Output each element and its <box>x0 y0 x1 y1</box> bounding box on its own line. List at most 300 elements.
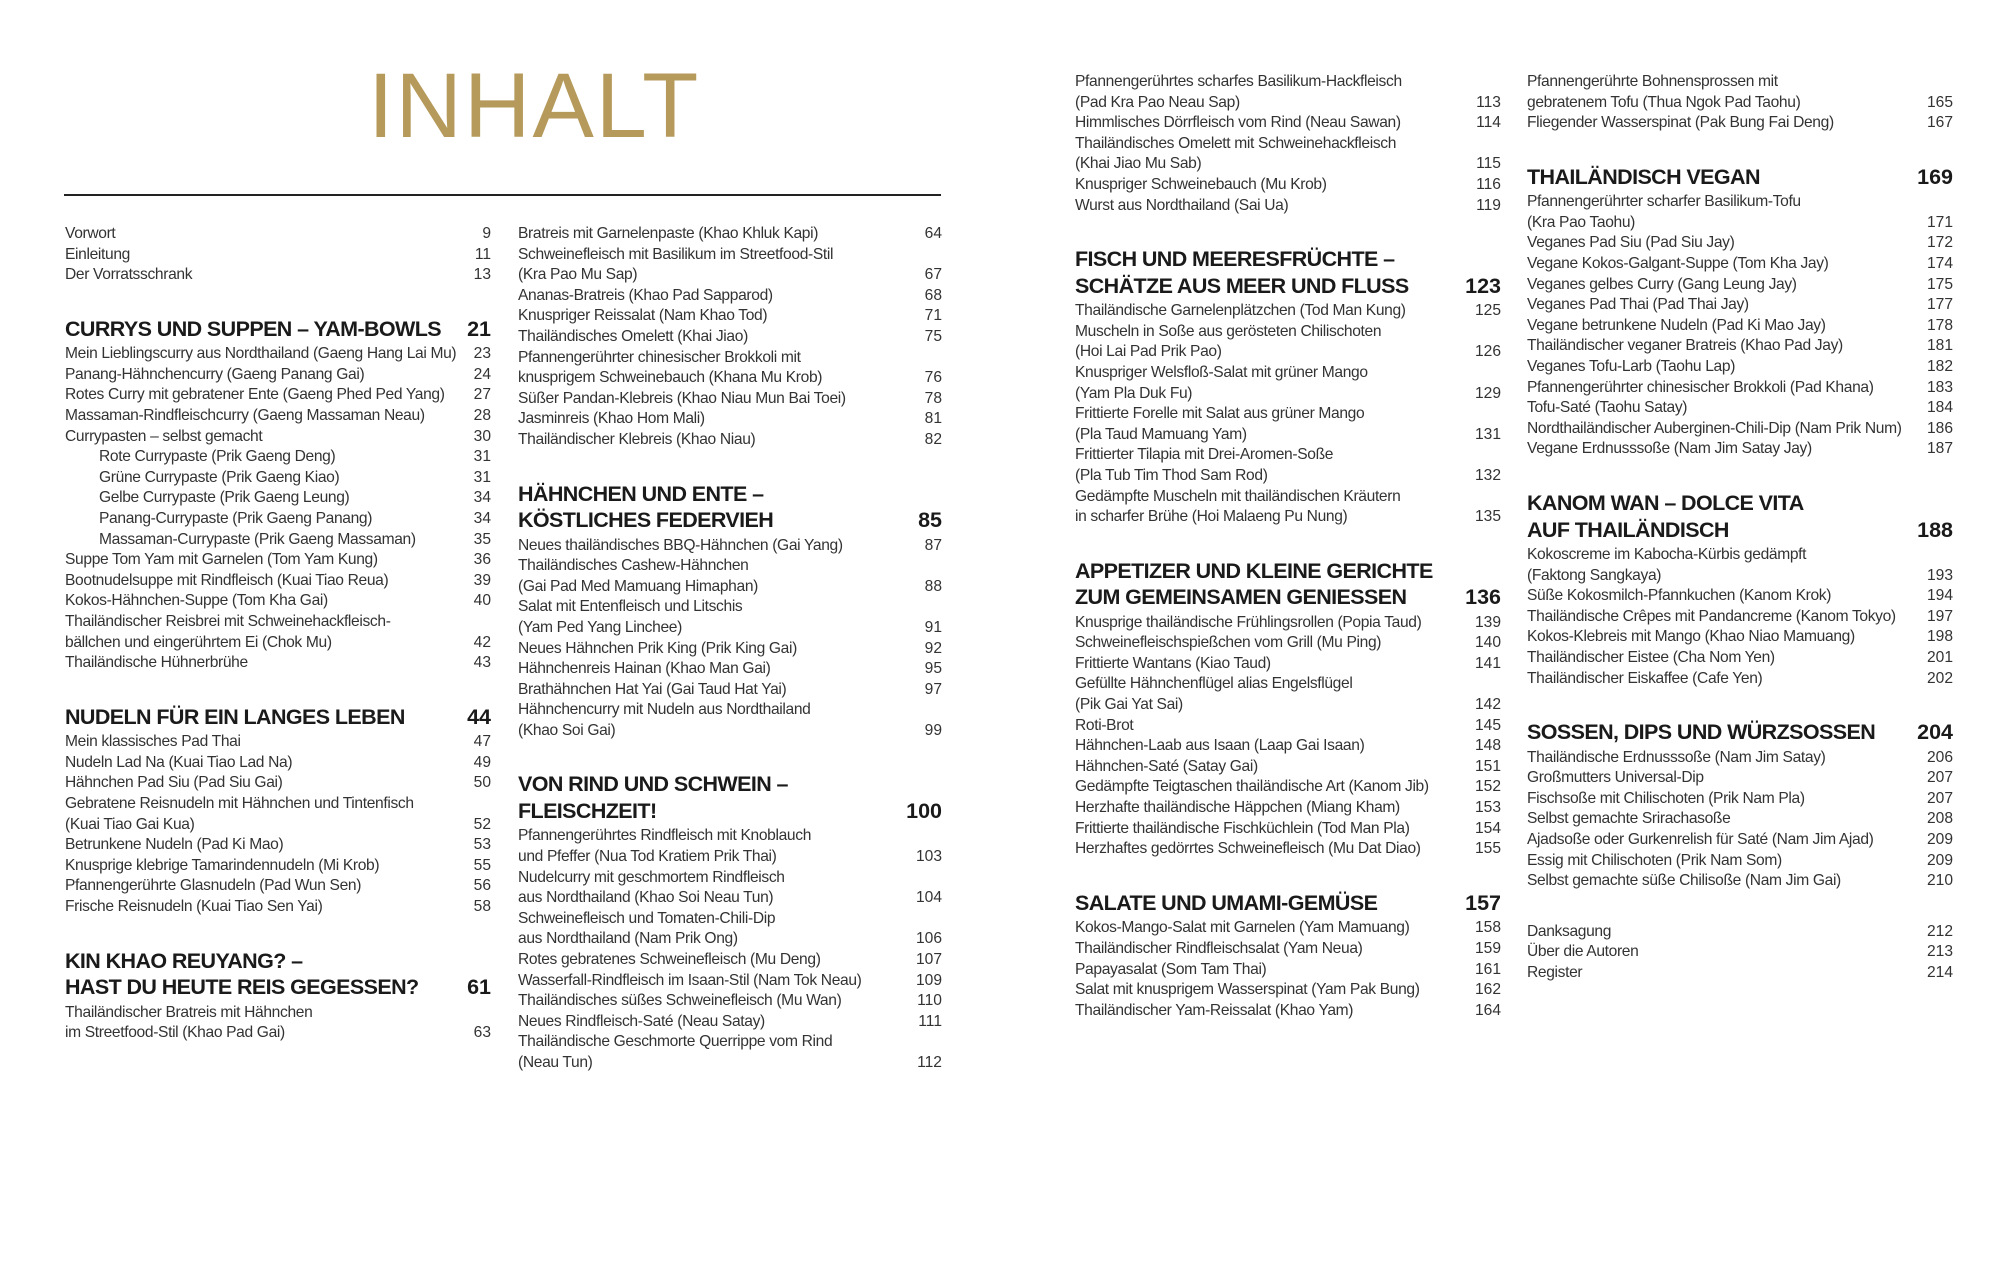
toc-entry[interactable] <box>1527 851 1953 872</box>
toc-entry-page-number: 151 <box>1474 757 1501 775</box>
toc-entry-page-number: 64 <box>924 225 942 242</box>
toc-entry-title: Neues Hähnchen Prik King (Prik King Gai) <box>518 639 797 657</box>
toc-entry[interactable] <box>1075 445 1501 486</box>
toc-entry-page-number: 68 <box>924 286 942 304</box>
toc-entry[interactable] <box>65 447 491 468</box>
toc-entry-page-number: 174 <box>1926 255 1953 273</box>
toc-entry-page-number: 126 <box>1474 343 1501 361</box>
toc-entry-title: Herzhaftes gedörrtes Schweinefleisch (Mu Dat Diao) <box>1075 840 1421 858</box>
toc-entry[interactable] <box>1075 175 1501 196</box>
toc-entry-title: Essig mit Chilischoten (Prik Nam Som) <box>1527 851 1782 869</box>
toc-entry-page-number: 175 <box>1926 275 1953 293</box>
toc-entry-page-number: 56 <box>473 877 491 895</box>
toc-column-1 <box>65 224 491 1074</box>
toc-entry[interactable] <box>518 286 942 307</box>
toc-entry[interactable] <box>518 991 942 1012</box>
toc-entry-page-number: 30 <box>473 427 491 445</box>
toc-entry-page-number: 107 <box>915 951 942 969</box>
toc-entry[interactable] <box>518 389 942 410</box>
toc-entry-page-number: 104 <box>915 889 942 907</box>
toc-entry[interactable] <box>1527 768 1953 789</box>
toc-entry[interactable] <box>518 306 942 327</box>
toc-entry[interactable] <box>1075 674 1501 715</box>
toc-entry[interactable] <box>518 348 942 389</box>
toc-entry-title: Thailändisches Omelett mit Schweinehackfleisch (Khai Jiao Mu Sab) <box>1075 134 1397 173</box>
toc-entry[interactable] <box>65 856 491 877</box>
toc-entry-page-number: 184 <box>1926 399 1953 417</box>
toc-entry[interactable] <box>65 571 491 592</box>
toc-entry[interactable] <box>1075 654 1501 675</box>
toc-entry-title: Kokos-Mango-Salat mit Garnelen (Yam Mamuang) <box>1075 919 1410 937</box>
toc-entry-page-number: 87 <box>924 536 942 554</box>
toc-entry-title: Betrunkene Nudeln (Pad Ki Mao) <box>65 836 284 854</box>
toc-entry[interactable] <box>1527 72 1953 113</box>
toc-entry[interactable] <box>65 530 491 551</box>
toc-entry-page-number: 182 <box>1926 358 1953 376</box>
toc-entry[interactable] <box>518 971 942 992</box>
toc-entry-page-number: 35 <box>473 530 491 548</box>
toc-entry[interactable] <box>1075 633 1501 654</box>
toc-entry-title: Muscheln in Soße aus gerösteten Chilischoten (Hoi Lai Pad Prik Pao) <box>1075 322 1382 361</box>
toc-entry-title: Kokos-Hähnchen-Suppe (Tom Kha Gai) <box>65 592 328 610</box>
toc-entry-page-number: 171 <box>1926 213 1953 231</box>
toc-entry[interactable] <box>1075 1001 1501 1022</box>
toc-entry[interactable] <box>1075 798 1501 819</box>
toc-entry[interactable] <box>1527 586 1953 607</box>
toc-entry[interactable] <box>65 591 491 612</box>
toc-entry[interactable] <box>65 224 491 245</box>
toc-entry-page-number: 113 <box>1476 93 1501 111</box>
toc-entry-page-number: 209 <box>1926 831 1953 849</box>
toc-entry[interactable] <box>65 344 491 365</box>
toc-entry[interactable] <box>65 468 491 489</box>
toc-entry-page-number: 132 <box>1474 466 1501 484</box>
toc-section <box>65 948 491 1044</box>
toc-entry[interactable] <box>518 639 942 660</box>
toc-entry[interactable] <box>1527 233 1953 254</box>
toc-entry[interactable] <box>1527 295 1953 316</box>
toc-section <box>1527 72 1953 134</box>
toc-entry-page-number: 202 <box>1926 669 1953 687</box>
section-heading-page-number: 157 <box>1465 890 1501 915</box>
toc-entry-page-number: 186 <box>1926 419 1953 437</box>
section-heading[interactable] <box>518 771 942 824</box>
toc-entry[interactable] <box>65 385 491 406</box>
toc-entry-title: Selbst gemachte süße Chilisoße (Nam Jim Gai) <box>1527 872 1841 890</box>
toc-entry-page-number: 23 <box>473 345 491 363</box>
toc-entry-page-number: 152 <box>1474 778 1501 796</box>
toc-entry-page-number: 114 <box>1476 114 1501 132</box>
section-heading[interactable] <box>1527 719 1953 746</box>
toc-entry[interactable] <box>65 876 491 897</box>
toc-entry-page-number: 198 <box>1926 628 1953 646</box>
toc-entry-title: Hähnchenreis Hainan (Khao Man Gai) <box>518 660 771 678</box>
toc-entry-page-number: 155 <box>1474 840 1501 858</box>
toc-entry[interactable] <box>1075 196 1501 217</box>
toc-entry-title: Rote Currypaste (Prik Gaeng Deng) <box>99 448 336 466</box>
toc-entry-title: Hähnchen-Saté (Satay Gai) <box>1075 757 1258 775</box>
toc-entry-title: Frittierte Wantans (Kiao Taud) <box>1075 654 1271 672</box>
toc-entry-page-number: 24 <box>473 365 491 383</box>
toc-entry-page-number: 116 <box>1476 175 1501 193</box>
section-heading[interactable] <box>65 948 491 1001</box>
toc-entry-title: Gelbe Currypaste (Prik Gaeng Leung) <box>99 489 350 507</box>
toc-entry-page-number: 31 <box>473 468 491 486</box>
title-rule <box>64 194 941 196</box>
toc-entry-title: Papayasalat (Som Tam Thai) <box>1075 960 1267 978</box>
toc-entry[interactable] <box>1527 378 1953 399</box>
toc-entry-title: Vegane betrunkene Nudeln (Pad Ki Mao Jay) <box>1527 316 1826 334</box>
section-heading[interactable] <box>1075 890 1501 917</box>
toc-entry-title: Massaman-Rindfleischcurry (Gaeng Massaman Neau) <box>65 407 425 425</box>
toc-entry[interactable] <box>65 897 491 918</box>
toc-entry-page-number: 34 <box>473 510 491 528</box>
toc-entry[interactable] <box>518 700 942 741</box>
toc-entry-title: Knuspriger Welsfloß-Salat mit grüner Mango (Yam Pla Duk Fu) <box>1075 363 1368 402</box>
toc-entry-title: Vegane Erdnusssoße (Nam Jim Satay Jay) <box>1527 440 1812 458</box>
toc-entry[interactable] <box>1075 487 1501 528</box>
toc-entry[interactable] <box>518 950 942 971</box>
toc-entry[interactable] <box>1527 607 1953 628</box>
toc-entry-page-number: 165 <box>1926 93 1953 111</box>
toc-section <box>1075 246 1501 528</box>
toc-entry-title: Gebratene Reisnudeln mit Hähnchen und Tintenfisch (Kuai Tiao Gai Kua) <box>65 795 414 833</box>
section-heading[interactable] <box>1075 558 1501 611</box>
toc-entry-page-number: 142 <box>1474 696 1501 714</box>
toc-entry-title: Panang-Currypaste (Prik Gaeng Panang) <box>99 510 373 528</box>
toc-entry-title: Pfannengerührtes Rindfleisch mit Knoblauch und Pfeffer (Nua Tod Kratiem Prik Thai) <box>518 827 812 866</box>
toc-section <box>1527 490 1953 689</box>
toc-entry[interactable] <box>1075 322 1501 363</box>
toc-entry-title: Thailändischer Reisbrei mit Schweinehackfleisch- bällchen und eingerührtem Ei (Chok Mu) <box>65 613 391 651</box>
toc-section <box>1075 558 1501 860</box>
toc-entry-title: Thailändische Erdnusssoße (Nam Jim Satay) <box>1527 748 1826 766</box>
toc-entry-page-number: 178 <box>1926 316 1953 334</box>
section-heading[interactable] <box>65 316 491 343</box>
toc-entry[interactable] <box>1075 134 1501 175</box>
toc-entry-title: Massaman-Currypaste (Prik Gaeng Massaman) <box>99 530 416 548</box>
toc-entry-page-number: 78 <box>924 389 942 407</box>
toc-entry[interactable] <box>518 327 942 348</box>
toc-entry-page-number: 88 <box>924 577 942 595</box>
toc-entry-title: Vegane Kokos-Galgant-Suppe (Tom Kha Jay) <box>1527 255 1829 273</box>
section-heading-page-number: 123 <box>1465 273 1501 298</box>
toc-entry[interactable] <box>1527 419 1953 440</box>
toc-entry[interactable] <box>1527 357 1953 378</box>
toc-entry[interactable] <box>1527 254 1953 275</box>
toc-entry-page-number: 11 <box>474 245 491 263</box>
toc-entry-title: Jasminreis (Khao Hom Mali) <box>518 410 705 428</box>
toc-entry-title: Schweinefleischspießchen vom Grill (Mu Ping) <box>1075 634 1382 652</box>
toc-entry-title: Thailändische Hühnerbrühe <box>65 654 248 672</box>
toc-entry[interactable] <box>518 536 942 557</box>
toc-entry[interactable] <box>65 753 491 774</box>
toc-entry[interactable] <box>1075 72 1501 113</box>
section-heading-page-number: 188 <box>1917 517 1953 542</box>
toc-entry-title: Nudelcurry mit geschmortem Rindfleisch aus Nordthailand (Khao Soi Neau Tun) <box>518 868 785 907</box>
toc-entry-page-number: 27 <box>473 386 491 404</box>
section-heading[interactable] <box>1527 490 1953 543</box>
toc-entry-title: Thailändisches Cashew-Hähnchen (Gai Pad Med Mamuang Himaphan) <box>518 557 758 595</box>
toc-entry[interactable] <box>65 550 491 571</box>
toc-entry[interactable] <box>65 794 491 835</box>
toc-entry-page-number: 103 <box>915 848 942 866</box>
toc-entry-page-number: 207 <box>1926 769 1953 787</box>
toc-entry-title: Thailändische Crêpes mit Pandancreme (Kanom Tokyo) <box>1527 607 1896 625</box>
toc-entry[interactable] <box>65 427 491 448</box>
section-heading-title: HÄHNCHEN UND ENTE – KÖSTLICHES FEDERVIEH <box>518 481 774 533</box>
toc-entry-page-number: 36 <box>473 551 491 569</box>
toc-entry[interactable] <box>518 680 942 701</box>
toc-entry-page-number: 91 <box>924 618 942 636</box>
toc-entry-title: Thailändischer Eiskaffee (Cafe Yen) <box>1527 669 1763 687</box>
toc-entry-title: Wurst aus Nordthailand (Sai Ua) <box>1075 196 1289 214</box>
toc-entry[interactable] <box>518 409 942 430</box>
toc-entry[interactable] <box>65 406 491 427</box>
toc-entry[interactable] <box>1527 789 1953 810</box>
toc-entry-page-number: 212 <box>1926 922 1953 940</box>
toc-entry-page-number: 213 <box>1926 943 1953 961</box>
toc-entry[interactable] <box>1075 839 1501 860</box>
section-heading[interactable] <box>65 704 491 731</box>
toc-entry-page-number: 49 <box>473 753 491 771</box>
toc-section <box>65 704 491 918</box>
toc-entry[interactable] <box>65 612 491 653</box>
toc-entry[interactable] <box>1075 757 1501 778</box>
toc-entry-page-number: 13 <box>473 266 491 284</box>
section-heading[interactable] <box>1075 246 1501 299</box>
toc-entry[interactable] <box>1075 777 1501 798</box>
toc-entry-title: Einleitung <box>65 245 130 263</box>
toc-entry-title: Hähnchen Pad Siu (Pad Siu Gai) <box>65 774 283 792</box>
toc-entry-title: Thailändisches süßes Schweinefleisch (Mu Wan) <box>518 992 842 1010</box>
toc-entry[interactable] <box>518 909 942 950</box>
toc-entry-title: Gefüllte Hähnchenflügel alias Engelsflügel (Pik Gai Yat Sai) <box>1075 675 1353 714</box>
toc-entry[interactable] <box>1075 113 1501 134</box>
toc-entry[interactable] <box>518 1012 942 1033</box>
toc-entry[interactable] <box>1075 736 1501 757</box>
toc-entry[interactable] <box>518 430 942 451</box>
toc-entry[interactable] <box>1527 398 1953 419</box>
toc-entry-title: Pfannengerührte Glasnudeln (Pad Wun Sen) <box>65 877 362 895</box>
toc-entry-page-number: 208 <box>1926 810 1953 828</box>
toc-entry-page-number: 95 <box>924 660 942 678</box>
toc-entry-title: Pfannengerührter chinesischer Brokkoli mit knusprigem Schweinebauch (Khana Mu Krob) <box>518 348 823 387</box>
toc-entry-page-number: 145 <box>1474 716 1501 734</box>
toc-entry[interactable] <box>1075 301 1501 322</box>
toc-entry-page-number: 92 <box>924 639 942 657</box>
toc-entry-title: Tofu-Saté (Taohu Satay) <box>1527 399 1688 417</box>
toc-entry-page-number: 181 <box>1926 337 1953 355</box>
toc-entry[interactable] <box>1075 819 1501 840</box>
toc-entry-title: Salat mit Entenfleisch und Litschis (Yam Ped Yang Linchee) <box>518 598 743 636</box>
toc-entry[interactable] <box>1075 960 1501 981</box>
section-heading[interactable] <box>518 481 942 534</box>
toc-entry[interactable] <box>1527 748 1953 769</box>
toc-entry[interactable] <box>1075 404 1501 445</box>
toc-entry[interactable] <box>65 835 491 856</box>
toc-entry-page-number: 206 <box>1926 748 1953 766</box>
toc-entry[interactable] <box>1527 545 1953 586</box>
section-heading-title: KANOM WAN – DOLCE VITA AUF THAILÄNDISCH <box>1527 491 1804 542</box>
toc-entry-page-number: 167 <box>1926 114 1953 132</box>
toc-entry-page-number: 97 <box>924 680 942 698</box>
toc-entry-page-number: 194 <box>1926 587 1953 605</box>
toc-column-2 <box>518 224 942 1104</box>
section-heading-title: CURRYS UND SUPPEN – YAM-BOWLS <box>65 316 442 341</box>
section-heading-page-number: 169 <box>1917 164 1953 189</box>
toc-entry-title: Bratreis mit Garnelenpaste (Khao Khluk Kapi) <box>518 225 819 242</box>
toc-entry-title: Herzhafte thailändische Häppchen (Miang Kham) <box>1075 799 1400 817</box>
toc-entry-title: Frittierter Tilapia mit Drei-Aromen-Soße (Pla Tub Tim Thod Sam Rod) <box>1075 446 1334 484</box>
toc-entry[interactable] <box>518 826 942 867</box>
toc-section <box>65 224 491 286</box>
toc-entry-page-number: 154 <box>1474 819 1501 837</box>
toc-entry[interactable] <box>1527 942 1953 963</box>
toc-entry[interactable] <box>1527 627 1953 648</box>
toc-entry-page-number: 159 <box>1474 939 1501 957</box>
toc-entry-title: Frittierte Forelle mit Salat aus grüner Mango (Pla Taud Mamuang Yam) <box>1075 405 1365 443</box>
toc-entry-title: Rotes gebratenes Schweinefleisch (Mu Deng) <box>518 951 821 969</box>
toc-section <box>1527 922 1953 984</box>
toc-entry-page-number: 109 <box>915 971 942 989</box>
toc-entry-page-number: 53 <box>473 836 491 854</box>
toc-entry-title: Nudeln Lad Na (Kuai Tiao Lad Na) <box>65 753 293 771</box>
toc-entry[interactable] <box>1527 871 1953 892</box>
toc-entry-title: Gedämpfte Muscheln mit thailändischen Kräutern in scharfer Brühe (Hoi Malaeng Pu Nung) <box>1075 487 1401 526</box>
toc-entry-page-number: 110 <box>917 992 942 1010</box>
toc-entry[interactable] <box>1075 716 1501 737</box>
toc-entry[interactable] <box>518 245 942 286</box>
toc-entry-title: Register <box>1527 964 1583 981</box>
toc-entry[interactable] <box>65 509 491 530</box>
toc-entry-page-number: 135 <box>1474 508 1501 526</box>
toc-entry[interactable] <box>65 365 491 386</box>
toc-entry-page-number: 43 <box>473 654 491 672</box>
toc-entry-page-number: 55 <box>473 856 491 874</box>
toc-entry-page-number: 112 <box>917 1054 942 1071</box>
toc-entry-title: Gedämpfte Teigtaschen thailändische Art (Kanom Jib) <box>1075 778 1429 796</box>
toc-entry-title: Nordthailändischer Auberginen-Chili-Dip (Nam Prik Num) <box>1527 419 1902 437</box>
toc-entry-title: Bootnudelsuppe mit Rindfleisch (Kuai Tiao Reua) <box>65 571 389 589</box>
toc-entry-page-number: 47 <box>473 733 491 751</box>
toc-entry-title: Thailändische Geschmorte Querrippe vom Rind (Neau Tun) <box>518 1033 833 1071</box>
toc-entry-title: Pfannengerührter scharfer Basilikum-Tofu (Kra Pao Taohu) <box>1527 193 1801 231</box>
section-heading-page-number: 61 <box>467 975 491 1000</box>
section-heading-page-number: 85 <box>918 508 942 533</box>
toc-entry-title: Thailändisches Omelett (Khai Jiao) <box>518 327 748 345</box>
toc-entry[interactable] <box>65 265 491 286</box>
toc-entry[interactable] <box>1527 922 1953 943</box>
toc-entry-page-number: 183 <box>1926 378 1953 396</box>
toc-entry-title: Veganes Pad Siu (Pad Siu Jay) <box>1527 234 1735 252</box>
toc-entry-page-number: 42 <box>473 633 491 651</box>
toc-entry[interactable] <box>518 597 942 638</box>
toc-entry[interactable] <box>1527 648 1953 669</box>
toc-entry[interactable] <box>1527 439 1953 460</box>
toc-section <box>65 316 491 674</box>
toc-entry[interactable] <box>1527 669 1953 690</box>
toc-entry[interactable] <box>65 773 491 794</box>
toc-entry[interactable] <box>1527 809 1953 830</box>
toc-entry-page-number: 125 <box>1474 302 1501 320</box>
toc-entry[interactable] <box>65 488 491 509</box>
toc-entry[interactable] <box>1075 918 1501 939</box>
toc-entry-title: Veganes Tofu-Larb (Taohu Lap) <box>1527 358 1736 376</box>
toc-section <box>518 771 942 1073</box>
toc-entry-title: Ananas-Bratreis (Khao Pad Sapparod) <box>518 286 773 304</box>
toc-entry-page-number: 52 <box>473 815 491 833</box>
toc-entry-title: Suppe Tom Yam mit Garnelen (Tom Yam Kung) <box>65 551 378 569</box>
toc-entry[interactable] <box>518 659 942 680</box>
toc-entry[interactable] <box>1075 980 1501 1001</box>
toc-entry[interactable] <box>65 732 491 753</box>
toc-entry-title: Mein klassisches Pad Thai <box>65 733 241 751</box>
section-heading[interactable] <box>1527 164 1953 191</box>
toc-entry-page-number: 177 <box>1926 296 1953 314</box>
toc-entry-title: Süßer Pandan-Klebreis (Khao Niau Mun Bai Toei) <box>518 389 846 407</box>
toc-entry[interactable] <box>65 653 491 674</box>
toc-entry[interactable] <box>1527 830 1953 851</box>
toc-entry[interactable] <box>1527 963 1953 984</box>
toc-entry-page-number: 193 <box>1926 566 1953 584</box>
toc-entry-title: Knusprige thailändische Frühlingsrollen (Popia Taud) <box>1075 613 1422 631</box>
toc-entry-title: Ajadsoße oder Gurkenrelish für Saté (Nam Jim Ajad) <box>1527 831 1874 849</box>
toc-entry-title: Frische Reisnudeln (Kuai Tiao Sen Yai) <box>65 898 323 916</box>
toc-entry[interactable] <box>1527 192 1953 233</box>
toc-entry[interactable] <box>1075 939 1501 960</box>
toc-entry-page-number: 31 <box>473 448 491 466</box>
toc-entry-title: Grüne Currypaste (Prik Gaeng Kiao) <box>99 468 340 486</box>
toc-section <box>1527 719 1953 892</box>
toc-entry-title: Hähnchen-Laab aus Isaan (Laap Gai Isaan) <box>1075 737 1365 755</box>
toc-entry[interactable] <box>518 224 942 245</box>
toc-entry[interactable] <box>518 868 942 909</box>
toc-entry[interactable] <box>65 1003 491 1044</box>
toc-entry[interactable] <box>518 1032 942 1073</box>
toc-column-4 <box>1527 72 1953 1014</box>
toc-entry-title: Knuspriger Reissalat (Nam Khao Tod) <box>518 307 768 325</box>
toc-entry-title: Frittierte thailändische Fischküchlein (Tod Man Pla) <box>1075 819 1410 837</box>
section-heading-page-number: 44 <box>467 704 491 729</box>
section-heading-page-number: 136 <box>1465 585 1501 610</box>
toc-entry-title: Roti-Brot <box>1075 716 1134 734</box>
section-heading-title: FISCH UND MEERESFRÜCHTE – SCHÄTZE AUS MEER UND FLUSS <box>1075 247 1409 298</box>
toc-entry[interactable] <box>1527 113 1953 134</box>
toc-section <box>1075 72 1501 216</box>
toc-entry-page-number: 153 <box>1474 799 1501 817</box>
toc-section <box>518 224 942 451</box>
toc-entry-title: Veganes Pad Thai (Pad Thai Jay) <box>1527 296 1749 314</box>
toc-entry-page-number: 214 <box>1926 964 1953 981</box>
section-heading-title: SOSSEN, DIPS UND WÜRZSOSSEN <box>1527 720 1876 745</box>
toc-entry-page-number: 131 <box>1474 425 1501 443</box>
toc-entry-title: Pfannengerührtes scharfes Basilikum-Hackfleisch (Pad Kra Pao Neau Sap) <box>1075 73 1402 111</box>
toc-entry-page-number: 140 <box>1474 634 1501 652</box>
toc-entry-title: Knuspriger Schweinebauch (Mu Krob) <box>1075 175 1327 193</box>
toc-entry-title: Veganes gelbes Curry (Gang Leung Jay) <box>1527 275 1797 293</box>
section-heading-title: VON RIND UND SCHWEIN – FLEISCHZEIT! <box>518 772 788 823</box>
toc-entry[interactable] <box>65 245 491 266</box>
toc-entry[interactable] <box>1527 336 1953 357</box>
toc-entry[interactable] <box>1075 613 1501 634</box>
toc-entry[interactable] <box>1075 363 1501 404</box>
toc-entry[interactable] <box>1527 316 1953 337</box>
toc-entry[interactable] <box>1527 275 1953 296</box>
toc-entry-title: Pfannengerührte Bohnensprossen mit gebratenem Tofu (Thua Ngok Pad Taohu) <box>1527 73 1801 111</box>
toc-entry-title: Großmutters Universal-Dip <box>1527 769 1704 787</box>
toc-entry[interactable] <box>518 556 942 597</box>
